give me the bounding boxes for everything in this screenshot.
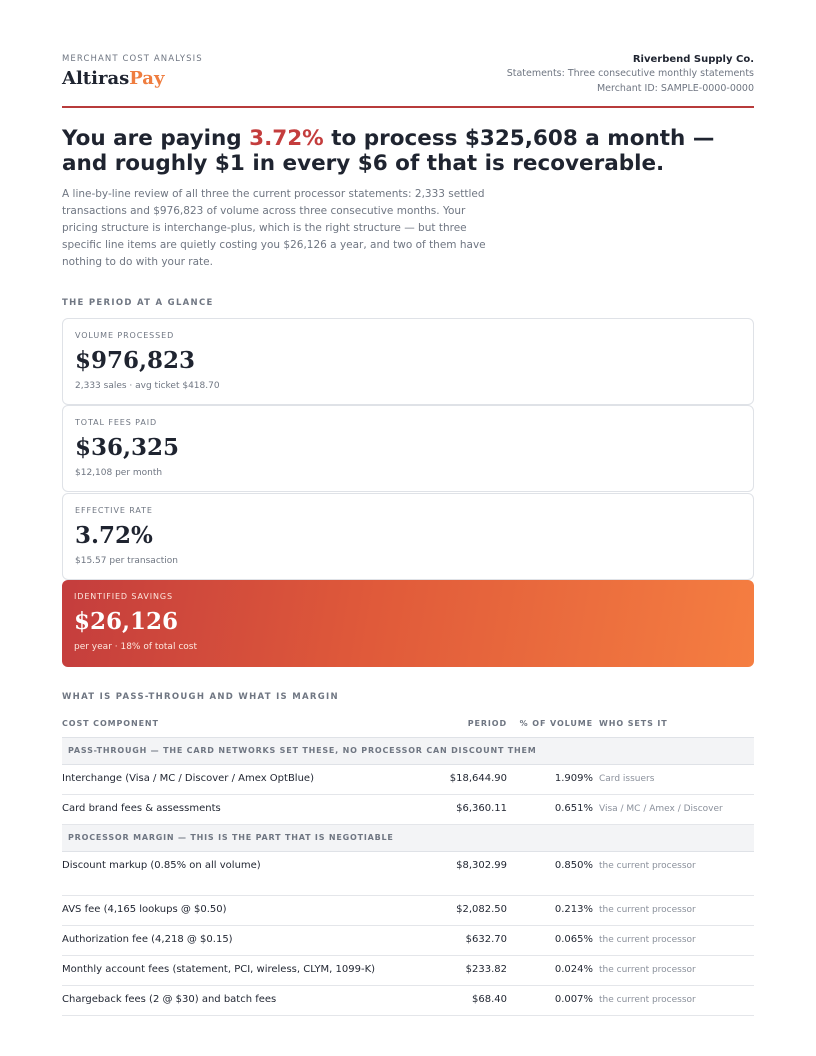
headline-part2: to process $325,608 a month — and roughly $1 in every $6 of that is recoverable. [62, 126, 715, 176]
merchant-id: Merchant ID: SAMPLE-0000-0000 [596, 82, 754, 94]
cell-period: $8,302.99 [456, 860, 507, 871]
cell-pct: 0.024% [554, 964, 593, 975]
cell-pct: 0.213% [554, 904, 593, 915]
brand-logo [62, 68, 164, 89]
kpi-value: $26,126 [74, 608, 179, 635]
cell-who: the current processor [599, 965, 696, 975]
cell-component: Card brand fees & assessments [62, 803, 221, 814]
kpi-card-fees [62, 405, 754, 492]
kpi-label: TOTAL FEES PAID [75, 418, 158, 427]
headline-part1: You are paying [62, 126, 250, 151]
cell-who: the current processor [599, 995, 696, 1005]
kpi-value: $36,325 [75, 434, 180, 461]
cell-period: $2,082.50 [456, 904, 507, 915]
cell-period: $233.82 [465, 964, 507, 975]
kpi-label: EFFECTIVE RATE [75, 506, 153, 515]
table-row [62, 896, 754, 926]
kpi-sub: $15.57 per transaction [75, 556, 179, 566]
cell-component: Monthly account fees (statement, PCI, wireless, CLYM, 1099-K) [62, 964, 376, 975]
cell-who: the current processor [599, 861, 696, 871]
col-header-component: COST COMPONENT [62, 719, 159, 728]
cell-who: the current processor [599, 905, 696, 915]
cell-component: Interchange (Visa / MC / Discover / Amex OptBlue) [62, 773, 314, 784]
cell-component: Chargeback fees (2 @ $30) and batch fees [62, 994, 277, 1005]
kpi-card-volume [62, 318, 754, 405]
cell-pct: 0.651% [554, 803, 593, 814]
breakdown-section-title: WHAT IS PASS-THROUGH AND WHAT IS MARGIN [62, 692, 339, 702]
statements-label: Statements: Three consecutive monthly statements [506, 68, 754, 79]
report-page [62, 0, 754, 1005]
cost-breakdown-table [62, 716, 754, 1016]
cell-period: $632.70 [465, 934, 507, 945]
group-label: PASS-THROUGH — THE CARD NETWORKS SET THESE, NO PROCESSOR CAN DISCOUNT THEM [68, 746, 537, 755]
cell-period: $6,360.11 [456, 803, 507, 814]
cell-component: Authorization fee (4,218 @ $0.15) [62, 934, 233, 945]
cell-pct: 0.850% [554, 860, 593, 871]
table-row [62, 795, 754, 825]
kpi-sub: per year · 18% of total cost [74, 642, 197, 652]
table-row [62, 956, 754, 986]
kpi-card-rate [62, 493, 754, 580]
cell-who: Card issuers [599, 774, 655, 784]
company-name: Riverbend Supply Co. [632, 54, 754, 65]
headline [62, 126, 754, 176]
kpi-value: 3.72% [75, 522, 153, 549]
merchant-info [507, 53, 754, 96]
table-row [62, 926, 754, 956]
kpi-label: VOLUME PROCESSED [75, 331, 175, 340]
table-row [62, 986, 754, 1016]
logo-main: Altiras [62, 68, 130, 89]
col-header-who: WHO SETS IT [599, 719, 668, 728]
cell-component: AVS fee (4,165 lookups @ $0.50) [62, 904, 227, 915]
kpi-card-savings [62, 580, 754, 667]
lede-paragraph: A line-by-line review of all three the current processor statements: 2,333 settled transactions and $976,823 of volume across three consecutive months. Your pricing structure is interchange-plus, which is the right structure — but three specific line items are quietly costing you $26,126 a year, and two of them have nothing to do with your rate. [62, 188, 486, 268]
col-header-period: PERIOD [467, 719, 507, 728]
kpi-label: IDENTIFIED SAVINGS [74, 592, 174, 601]
cell-pct: 1.909% [554, 773, 593, 784]
kpi-value: $976,823 [75, 347, 196, 374]
table-row [62, 765, 754, 795]
col-header-pct: % OF VOLUME [519, 719, 593, 728]
cell-who: Visa / MC / Amex / Discover [599, 804, 723, 814]
group-header-pass-through [62, 738, 754, 765]
cell-period: $18,644.90 [449, 773, 507, 784]
kpi-sub: 2,333 sales · avg ticket $418.70 [75, 381, 220, 391]
report-header [62, 0, 754, 108]
cell-period: $68.40 [472, 994, 507, 1005]
logo-accent: Pay [129, 68, 165, 89]
cell-who: the current processor [599, 935, 696, 945]
report-eyebrow: MERCHANT COST ANALYSIS [62, 54, 203, 64]
group-label: PROCESSOR MARGIN — THIS IS THE PART THAT IS NEGOTIABLE [68, 833, 394, 842]
glance-section-title: THE PERIOD AT A GLANCE [62, 298, 214, 308]
cell-component: Discount markup (0.85% on all volume) [62, 860, 261, 871]
headline-rate: 3.72% [249, 126, 324, 151]
table-row [62, 852, 754, 896]
group-header-margin [62, 825, 754, 852]
kpi-sub: $12,108 per month [75, 468, 163, 478]
table-header [62, 716, 754, 738]
cell-pct: 0.007% [554, 994, 593, 1005]
cell-pct: 0.065% [554, 934, 593, 945]
